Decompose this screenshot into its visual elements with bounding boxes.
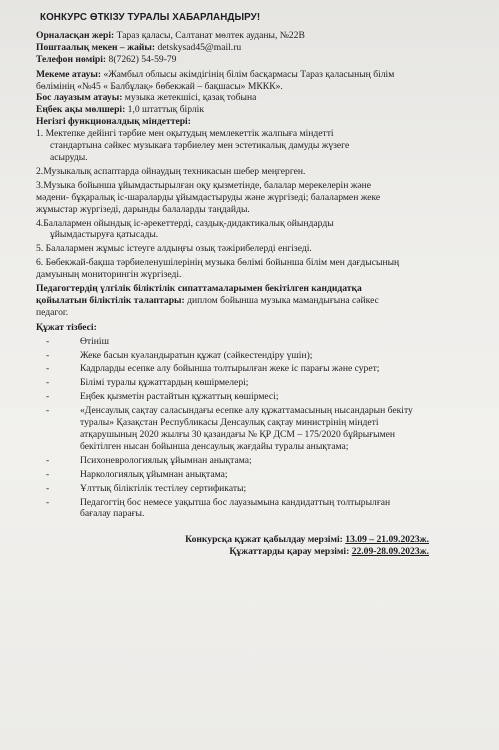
list-dash: -: [46, 335, 50, 347]
phone-row: [36, 54, 485, 66]
docs-heading: Құжат тізбесі:: [36, 321, 97, 333]
phone-value: 8(7262) 54-59-79: [106, 53, 177, 65]
duty-line: стандартына сәйкес музыкаға тәрбиелеу мен эстетикалық дамуды жүзеге: [50, 140, 350, 152]
duty-item: [36, 218, 485, 242]
list-item: [36, 350, 485, 362]
list-item: [36, 405, 485, 453]
list-item: [36, 391, 485, 403]
duty-line: 4.Балалармен ойындық іс-әрекеттерді, саздық-дидактикалық ойындарды: [36, 217, 334, 229]
vacancy-row: [36, 92, 485, 104]
list-item-text: Педагогтің бос немесе уақытша бос лауазымына кандидаттың толтырылған: [80, 496, 391, 508]
location-row: [36, 30, 485, 42]
review-deadline-date: 22.09-28.09.2023ж.: [351, 546, 429, 558]
announcement-title: КОНКУРС ӨТКІЗУ ТУРАЛЫ ХАБАРЛАНДЫРУ!: [40, 12, 261, 23]
email-value: detskysad45@mail.ru: [155, 41, 242, 53]
phone-label: Телефон нөмірі:: [36, 53, 107, 65]
list-item: [36, 483, 485, 495]
qualification-text-line1: диплом бойынша музыка мамандығына сәйкес: [184, 294, 379, 306]
location-value: Тараз қаласы, Салтанат мөлтек ауданы, №22В: [114, 29, 305, 41]
duty-item: [36, 128, 485, 164]
list-item: [36, 363, 485, 375]
submission-deadline: [36, 534, 429, 546]
qualification-bold-line1: Педагогтердің үлгілік біліктілік сипаттамаларымен бекітілген кандидатқа: [36, 283, 362, 295]
qualification-bold-line2: қойылатын біліктілік талаптары:: [36, 294, 185, 306]
list-item-text: Өтініш: [80, 335, 109, 347]
list-dash: -: [46, 377, 50, 389]
list-item-text: Ұлттық біліктілік тестілеу сертификаты;: [80, 482, 247, 494]
list-item-text: бекітілген нысан бойынша денсаулық жағдайы туралы анықтама;: [80, 440, 349, 452]
list-item-text: Наркологиялық ұйымнан анықтама;: [80, 468, 228, 480]
submission-deadline-date: 13.09 – 21.09.2023ж.: [345, 534, 429, 546]
duty-line: 6. Бөбекжай-бақша тәрбиеленушілерінің музыка бөлімі бойынша білім мен дағдысының: [36, 257, 400, 269]
duty-item: [36, 166, 485, 178]
duty-item: [36, 243, 485, 255]
email-label: Поштаалық мекен – жайы:: [36, 41, 156, 53]
agency-label: Мекеме атауы:: [36, 68, 102, 80]
salary-value: 1,0 штаттық бірлік: [125, 104, 204, 116]
qualification-text-line2: педагог.: [36, 306, 69, 318]
vacancy-value: музыка жетекшісі, қазақ тобына: [122, 92, 257, 104]
list-dash: -: [46, 405, 50, 417]
duty-line: 3.Музыка бойынша ұйымдастырылған оқу қызметінде, балалар мерекелерін және: [36, 179, 372, 191]
salary-label: Еңбек ақы мөлшері:: [36, 104, 126, 116]
agency-row: [36, 69, 485, 93]
list-dash: -: [46, 391, 50, 403]
list-item-text: Еңбек қызметін растайтын құжаттың көшірмесі;: [80, 391, 279, 403]
duties-heading: Негізгі функционалдық міндеттері:: [36, 116, 191, 128]
review-deadline: [36, 546, 429, 558]
duty-line: асыруды.: [50, 151, 88, 163]
qualification-block: [36, 283, 485, 319]
duty-item: [36, 257, 485, 281]
list-dash: -: [46, 468, 50, 480]
list-item: [36, 377, 485, 389]
duty-line: ұйымдастыруға қатысады.: [50, 229, 159, 241]
duty-line: 2.Музыкалық аспаптарда ойнаудың техникасын шебер меңгерген.: [36, 165, 306, 177]
vacancy-label: Бос лауазым атауы:: [36, 92, 123, 104]
list-item: [36, 497, 485, 521]
list-item-text: Жеке басын куәландыратын құжат (сәйкестендіру үшін);: [80, 349, 313, 361]
duty-line: 1. Мектепке дейінгі тәрбие мен оқытудың мемлекеттік жалпыға міндетті: [36, 128, 334, 140]
duty-line: жұмыстар жүргізеді, дарынды балаларды таңдайды.: [36, 203, 250, 215]
list-dash: -: [46, 363, 50, 375]
list-item-text: туралы» Қазақстан Республикасы Денсаулық сақтау министрінің міндеті: [80, 417, 379, 429]
list-item: [36, 336, 485, 348]
submission-deadline-label: Конкурсқа құжат қабылдау мерзімі:: [185, 534, 346, 546]
list-item: [36, 469, 485, 481]
agency-line2: бөлімінің «№45 « Балбұлақ» бөбекжай – бақшасы» МККК».: [36, 80, 283, 92]
list-item-text: Психоневрологиялық ұйымнан анықтама;: [80, 454, 252, 466]
list-item-text: Кадрларды есепке алу бойынша толтырылған жеке іс парағы және сурет;: [80, 363, 380, 375]
docs-list: [36, 336, 485, 521]
email-row: [36, 42, 485, 54]
list-item: [36, 455, 485, 467]
duty-line: мәдени- бұқаралық іс-шараларды ұйымдастыруды және жүргізеді; балалармен жеке: [36, 191, 381, 203]
duty-line: дамуының мониторингін жүргізеді.: [36, 269, 182, 281]
duty-item: [36, 180, 485, 216]
list-item-text: атқарушының 2020 жылғы 30 қазандағы № ҚР ДСМ – 175/2020 бұйрығымен: [80, 429, 396, 440]
salary-row: [36, 104, 485, 116]
list-dash: -: [46, 482, 50, 494]
list-item-text: «Денсаулық сақтау саласындағы есепке алу құжаттамасының нысандарын бекіту: [80, 405, 413, 417]
agency-line1: «Жамбыл облысы әкімдігінің білім басқармасы Тараз қаласының білім: [101, 68, 395, 80]
list-item-text: бағалау парағы.: [80, 508, 145, 520]
list-dash: -: [46, 349, 50, 361]
list-dash: -: [46, 454, 50, 466]
location-label: Орналасқан жері:: [36, 29, 115, 41]
duty-line: 5. Балалармен жұмыс істеуге алдыңғы озық тәжірибелерді енгізеді.: [36, 243, 312, 255]
list-dash: -: [46, 496, 50, 508]
list-item-text: Білімі туралы құжаттардың көшірмелері;: [80, 377, 249, 389]
review-deadline-label: Құжаттарды қарау мерзімі:: [229, 546, 352, 558]
